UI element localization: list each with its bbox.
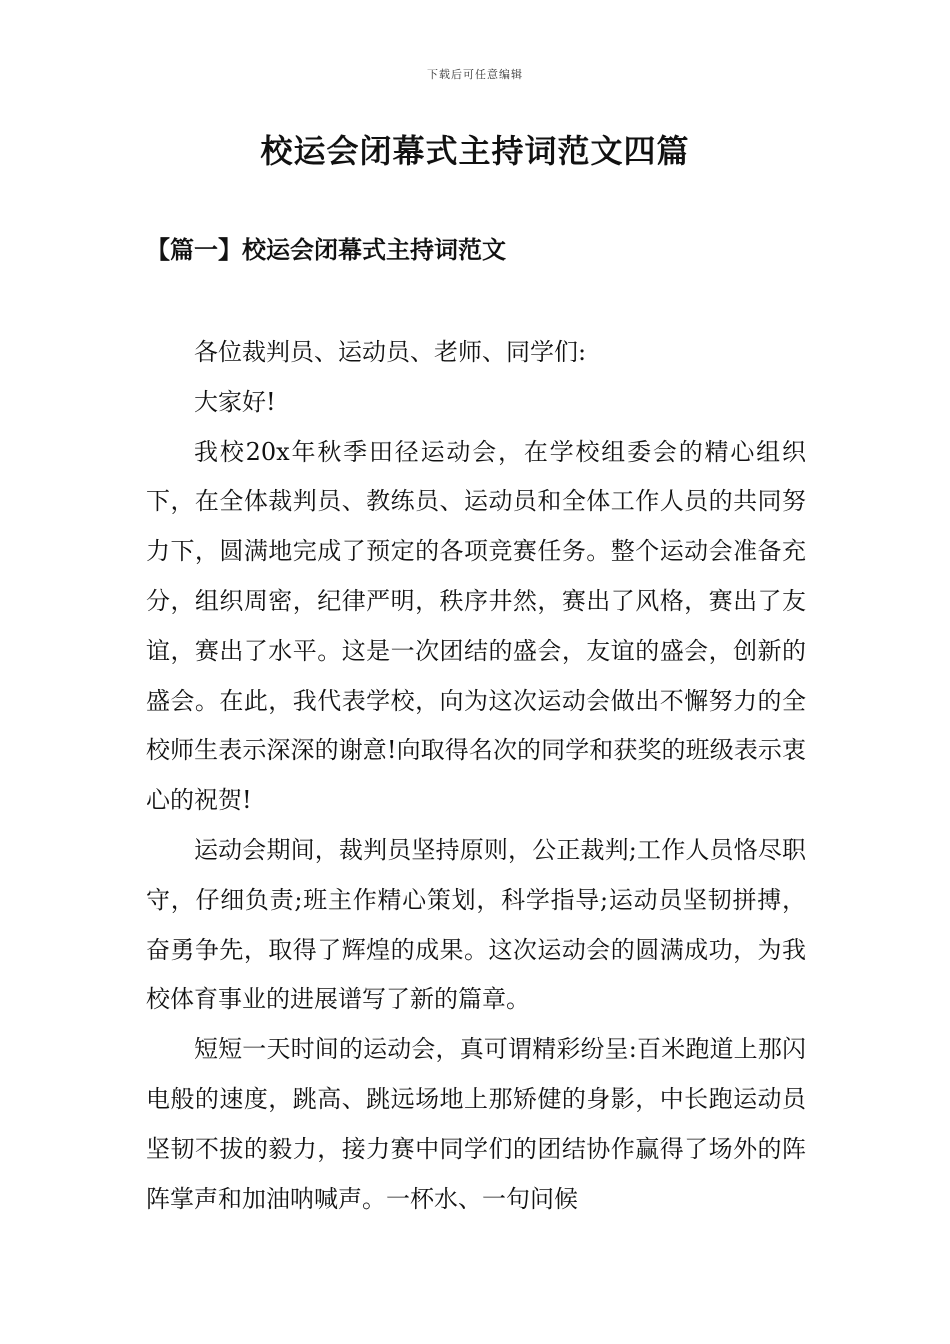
paragraph-greeting: 各位裁判员、运动员、老师、同学们: bbox=[194, 338, 587, 366]
paragraph-2: 运动会期间，裁判员坚持原则，公正裁判;工作人员恪尽职守，仔细负责;班主作精心策划，科学指导;运动员坚韧拼搏，奋勇争先，取得了辉煌的成果。这次运动会的圆满成功，为我校体育事业的进展谱写了新的篇章。 bbox=[146, 835, 806, 1014]
header-note: 下载后可任意编辑 bbox=[427, 68, 523, 81]
document-title: 校运会闭幕式主持词范文四篇 bbox=[260, 132, 690, 170]
paragraph-3: 短短一天时间的运动会，真可谓精彩纷呈:百米跑道上那闪电般的速度，跳高、跳远场地上那矫健的身影，中长跑运动员坚韧不拔的毅力，接力赛中同学们的团结协作赢得了场外的阵阵掌声和加油呐喊声。一杯水、一句问候 bbox=[146, 1035, 806, 1213]
paragraph-hello: 大家好! bbox=[194, 387, 276, 416]
paragraph-1: 我校20x年秋季田径运动会，在学校组委会的精心组织下，在全体裁判员、教练员、运动员和全体工作人员的共同努力下，圆满地完成了预定的各项竞赛任务。整个运动会准备充分，组织周密，纪律严明，秩序井然，赛出了风格，赛出了友谊，赛出了水平。这是一次团结的盛会，友谊的盛会，创新的盛会。在此，我代表学校，向为这次运动会做出不懈努力的全校师生表示深深的谢意!向取得名次的同学和获奖的班级表示衷心的祝贺! bbox=[146, 437, 806, 815]
section-heading: 【篇一】校运会闭幕式主持词范文 bbox=[146, 235, 506, 264]
body-text bbox=[146, 328, 806, 1224]
